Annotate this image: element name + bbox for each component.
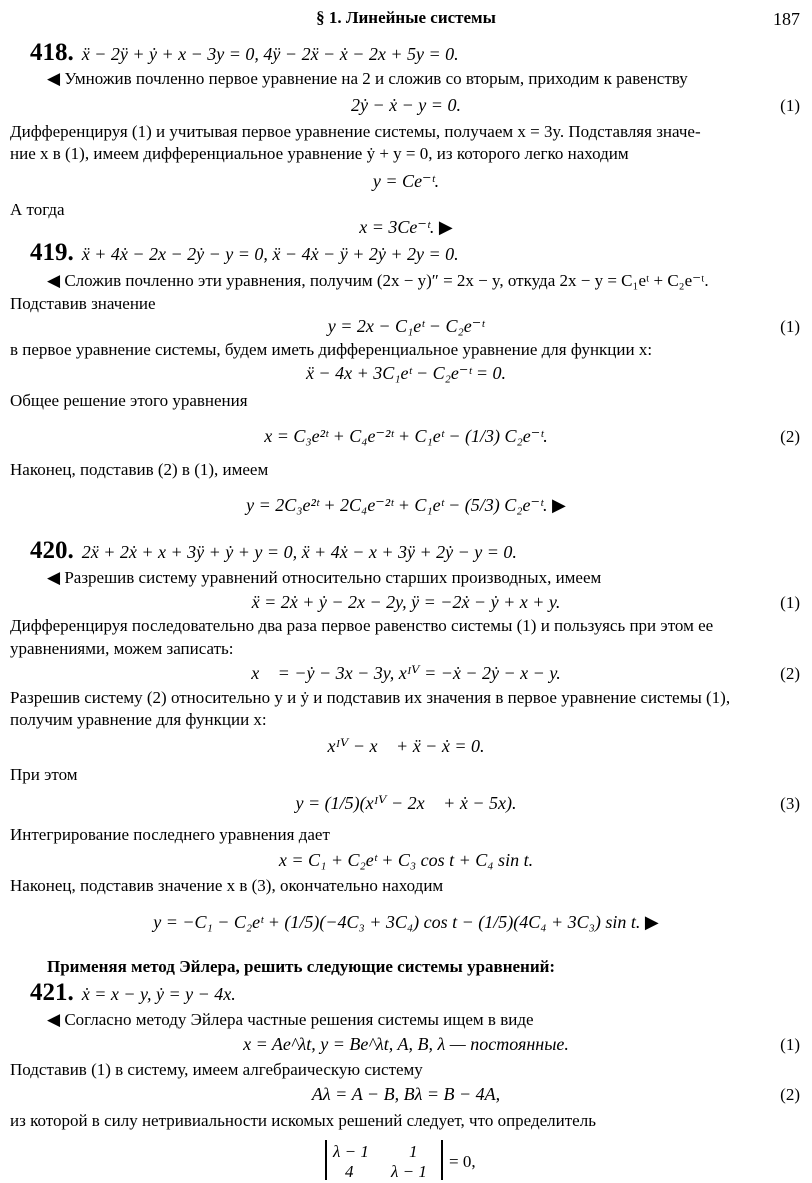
problem-number: 421. — [30, 979, 74, 1006]
page-number: 187 — [773, 9, 800, 29]
text-line: ние x в (1), имеем дифференциальное уравнение ẏ + y = 0, из которого легко находим — [10, 144, 629, 163]
formula: y = Ce⁻ᵗ. — [372, 171, 440, 191]
problem-421-statement — [30, 980, 236, 1005]
text-line: Наконец, подставив значение x в (3), окончательно находим — [10, 876, 444, 895]
text-line: При этом — [10, 765, 78, 784]
formula: y = (1/5)(xᴵⱽ − 2x⃛ + ẋ − 5x). — [295, 793, 517, 813]
determinant-cell: 4 — [345, 1162, 354, 1181]
determinant — [325, 1140, 485, 1182]
text-line: ◀ Согласно методу Эйлера частные решения системы ищем в виде — [47, 1010, 534, 1029]
formula: x = C₃e²ᵗ + C₄e⁻²ᵗ + C₁eᵗ − (1/3) C₂e⁻ᵗ. — [264, 426, 548, 446]
text-line: в первое уравнение системы, будем иметь дифференциальное уравнение для функции x: — [10, 340, 653, 359]
equation-number: (1) — [780, 96, 800, 115]
problem-number: 419. — [30, 239, 74, 266]
text-line: получим уравнение для функции x: — [10, 710, 267, 729]
formula: xᴵⱽ − x⃛ + ẍ − ẋ = 0. — [327, 736, 485, 756]
formula: x⃛ = −ẏ − 3x − 3y, xᴵⱽ = −ẋ − 2ẏ − x − y. — [251, 663, 561, 683]
formula: x = 3Ce⁻ᵗ. ▶ — [359, 217, 453, 237]
text-line: ◀ Умножив почленно первое уравнение на 2 и сложив со вторым, приходим к равенству — [47, 69, 688, 88]
text-line: Дифференцируя (1) и учитывая первое уравнение системы, получаем x = 3y. Подставляя значе- — [10, 122, 701, 141]
equation-number: (1) — [780, 593, 800, 612]
text-line: А тогда — [10, 200, 65, 219]
equation-number: (2) — [780, 664, 800, 683]
equation-number: (1) — [780, 1035, 800, 1054]
section-instruction: Применяя метод Эйлера, решить следующие системы уравнений: — [47, 957, 556, 976]
formula: x = C₁ + C₂eᵗ + C₃ cos t + C₄ sin t. — [278, 850, 534, 870]
text-line: уравнениями, можем записать: — [10, 639, 234, 658]
text-line: Подставив значение — [10, 294, 156, 313]
problem-420-statement — [30, 538, 517, 563]
determinant-bar-right — [441, 1140, 443, 1180]
problem-419-statement — [30, 240, 459, 265]
text-line: ◀ Сложив почленно эти уравнения, получим (2x − y)″ = 2x − y, откуда 2x − y = C₁eᵗ + C₂e⁻ᵗ. — [47, 271, 709, 290]
text-line: Наконец, подставив (2) в (1), имеем — [10, 460, 269, 479]
equation-number: (3) — [780, 794, 800, 813]
problem-number: 420. — [30, 537, 74, 564]
formula: y = −C₁ − C₂eᵗ + (1/5)(−4C₃ + 3C₄) cos t − (1/5)(4C₄ + 3C₃) sin t. ▶ — [153, 912, 659, 932]
formula: y = 2x − C₁eᵗ − C₂e⁻ᵗ — [327, 316, 485, 336]
equation-number: (1) — [780, 317, 800, 336]
determinant-bar-left — [325, 1140, 327, 1180]
determinant-cell: 1 — [409, 1142, 418, 1161]
formula: 2ẏ − ẋ − y = 0. — [351, 95, 461, 115]
text-line: из которой в силу нетривиальности искомых решений следует, что определитель — [10, 1111, 596, 1130]
determinant-equals: = 0, — [449, 1152, 476, 1171]
text-line: Разрешив систему (2) относительно y и ẏ и подставив их значения в первое уравнение системы (1), — [10, 688, 731, 707]
equation-number: (2) — [780, 1085, 800, 1104]
problem-equation: ẋ = x − y, ẏ = y − 4x. — [81, 984, 236, 1004]
determinant-cell: λ − 1 — [333, 1142, 369, 1161]
formula: ẍ − 4x + 3C₁eᵗ − C₂e⁻ᵗ = 0. — [305, 363, 507, 383]
problem-equation: ẍ − 2ÿ + ẏ + x − 3y = 0, 4ÿ − 2ẍ − ẋ − 2x + 5y = 0. — [81, 44, 459, 64]
determinant-cell: λ − 1 — [391, 1162, 427, 1181]
formula: ẍ = 2ẋ + ẏ − 2x − 2y, ÿ = −2ẋ − ẏ + x + y. — [251, 592, 561, 612]
text-line: ◀ Разрешив систему уравнений относительно старших производных, имеем — [47, 568, 602, 587]
problem-equation: ẍ + 4ẋ − 2x − 2ẏ − y = 0, ẍ − 4ẋ − ÿ + 2ẏ + 2y = 0. — [81, 244, 459, 264]
section-header: § 1. Линейные системы — [316, 8, 496, 27]
formula: y = 2C₃e²ᵗ + 2C₄e⁻²ᵗ + C₁eᵗ − (5/3) C₂e⁻ᵗ. ▶ — [246, 495, 566, 515]
problem-418-statement — [30, 40, 459, 65]
problem-number: 418. — [30, 39, 74, 66]
equation-number: (2) — [780, 427, 800, 446]
text-line: Интегрирование последнего уравнения дает — [10, 825, 330, 844]
formula: x = Ae^λt, y = Be^λt, A, B, λ — постоянные. — [243, 1034, 569, 1054]
text-line: Общее решение этого уравнения — [10, 391, 248, 410]
problem-equation: 2ẍ + 2ẋ + x + 3ÿ + ẏ + y = 0, ẍ + 4ẋ − x + 3ÿ + 2ẏ − y = 0. — [81, 542, 517, 562]
text-line: Дифференцируя последовательно два раза первое равенство системы (1) и пользуясь при этом ее — [10, 616, 714, 635]
formula: Aλ = A − B, Bλ = B − 4A, — [311, 1084, 501, 1104]
text-line: Подставив (1) в систему, имеем алгебраическую систему — [10, 1060, 423, 1079]
